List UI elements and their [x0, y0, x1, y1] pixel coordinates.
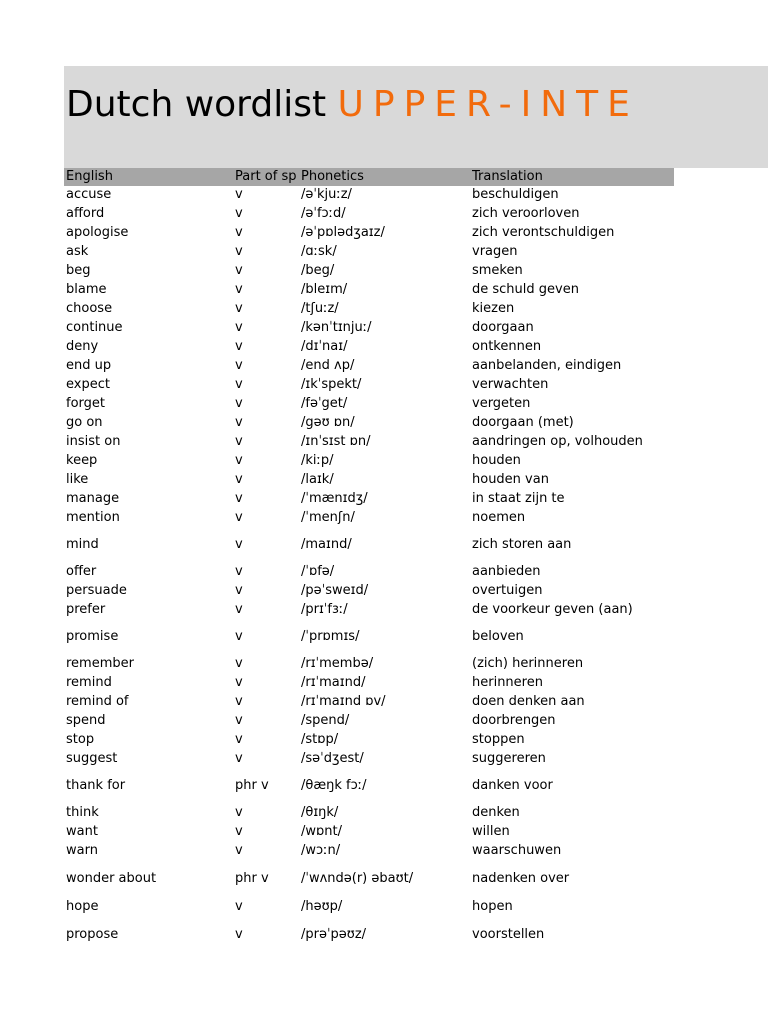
row-english: want	[66, 824, 98, 839]
row-phonetics: /kənˈtɪnjuː/	[301, 320, 372, 335]
row-phonetics: /kiːp/	[301, 453, 334, 468]
row-translation: zich veroorloven	[472, 206, 580, 221]
row-english: keep	[66, 453, 98, 468]
row-translation: doorbrengen	[472, 713, 556, 728]
row-part-of-speech: v	[235, 301, 243, 316]
row-part-of-speech: v	[235, 843, 243, 858]
row-english: like	[66, 472, 89, 487]
row-phonetics: /bleɪm/	[301, 282, 348, 297]
row-part-of-speech: v	[235, 537, 243, 552]
row-english: spend	[66, 713, 106, 728]
row-phonetics: /həʊp/	[301, 899, 343, 914]
row-english: remind of	[66, 694, 129, 709]
row-part-of-speech: v	[235, 824, 243, 839]
row-translation: ontkennen	[472, 339, 542, 354]
row-translation: stoppen	[472, 732, 525, 747]
row-translation: danken voor	[472, 778, 553, 793]
row-translation: smeken	[472, 263, 523, 278]
row-translation: kiezen	[472, 301, 515, 316]
row-english: prefer	[66, 602, 106, 617]
row-translation: voorstellen	[472, 927, 545, 942]
row-english: hope	[66, 899, 99, 914]
row-phonetics: /wɔːn/	[301, 843, 341, 858]
row-translation: (zich) herinneren	[472, 656, 584, 671]
row-translation: willen	[472, 824, 510, 839]
row-phonetics: /dɪˈnaɪ/	[301, 339, 348, 354]
row-english: think	[66, 805, 99, 820]
header-part-of-speech: Part of sp	[235, 169, 297, 184]
row-part-of-speech: v	[235, 732, 243, 747]
row-english: apologise	[66, 225, 129, 240]
row-english: accuse	[66, 187, 112, 202]
row-part-of-speech: v	[235, 415, 243, 430]
row-part-of-speech: v	[235, 629, 243, 644]
row-translation: zich storen aan	[472, 537, 572, 552]
row-translation: doen denken aan	[472, 694, 585, 709]
row-english: blame	[66, 282, 107, 297]
row-phonetics: /ˈwʌndə(r) əbaʊt/	[301, 871, 414, 886]
row-part-of-speech: v	[235, 320, 243, 335]
row-translation: doorgaan (met)	[472, 415, 574, 430]
row-part-of-speech: v	[235, 491, 243, 506]
row-english: warn	[66, 843, 98, 858]
row-part-of-speech: v	[235, 927, 243, 942]
row-phonetics: /rɪˈmaɪnd/	[301, 675, 366, 690]
row-phonetics: /end ʌp/	[301, 358, 355, 373]
row-part-of-speech: v	[235, 472, 243, 487]
row-phonetics: /beg/	[301, 263, 335, 278]
row-english: wonder about	[66, 871, 157, 886]
row-phonetics: /tʃuːz/	[301, 301, 339, 316]
row-part-of-speech: v	[235, 263, 243, 278]
row-part-of-speech: v	[235, 434, 243, 449]
row-phonetics: /prɪˈfɜː/	[301, 602, 348, 617]
row-phonetics: /gəʊ ɒn/	[301, 415, 355, 430]
row-english: mind	[66, 537, 99, 552]
row-translation: zich verontschuldigen	[472, 225, 615, 240]
header-english: English	[66, 169, 113, 184]
row-translation: waarschuwen	[472, 843, 562, 858]
row-part-of-speech: v	[235, 358, 243, 373]
row-phonetics: /rɪˈmembə/	[301, 656, 374, 671]
row-part-of-speech: v	[235, 602, 243, 617]
row-translation: aanbieden	[472, 564, 541, 579]
row-english: continue	[66, 320, 123, 335]
row-part-of-speech: v	[235, 583, 243, 598]
row-phonetics: /stɒp/	[301, 732, 339, 747]
row-translation: denken	[472, 805, 520, 820]
row-english: stop	[66, 732, 95, 747]
row-part-of-speech: v	[235, 656, 243, 671]
page-title	[66, 82, 639, 128]
row-part-of-speech: v	[235, 282, 243, 297]
row-english: thank for	[66, 778, 126, 793]
row-english: remind	[66, 675, 112, 690]
row-part-of-speech: v	[235, 244, 243, 259]
row-english: mention	[66, 510, 120, 525]
row-phonetics: /θæŋk fɔː/	[301, 778, 367, 793]
row-english: manage	[66, 491, 120, 506]
row-translation: aandringen op, volhouden	[472, 434, 643, 449]
row-part-of-speech: v	[235, 396, 243, 411]
row-translation: vragen	[472, 244, 518, 259]
row-part-of-speech: v	[235, 675, 243, 690]
row-phonetics: /rɪˈmaɪnd ɒv/	[301, 694, 386, 709]
row-part-of-speech: v	[235, 339, 243, 354]
row-english: go on	[66, 415, 103, 430]
row-english: choose	[66, 301, 113, 316]
row-translation: de voorkeur geven (aan)	[472, 602, 633, 617]
row-translation: houden van	[472, 472, 549, 487]
row-english: suggest	[66, 751, 118, 766]
row-part-of-speech: v	[235, 694, 243, 709]
row-english: offer	[66, 564, 97, 579]
row-part-of-speech: v	[235, 899, 243, 914]
row-english: promise	[66, 629, 119, 644]
row-translation: overtuigen	[472, 583, 543, 598]
row-phonetics: /laɪk/	[301, 472, 334, 487]
row-phonetics: /əˈfɔːd/	[301, 206, 346, 221]
row-translation: hopen	[472, 899, 513, 914]
row-translation: houden	[472, 453, 521, 468]
row-phonetics: /ɪnˈsɪst ɒn/	[301, 434, 371, 449]
row-phonetics: /prəˈpəʊz/	[301, 927, 367, 942]
row-phonetics: /səˈdʒest/	[301, 751, 364, 766]
row-english: afford	[66, 206, 105, 221]
row-phonetics: /ˈmænɪdʒ/	[301, 491, 368, 506]
row-phonetics: /ˈɒfə/	[301, 564, 335, 579]
row-phonetics: /θɪŋk/	[301, 805, 339, 820]
title-accent: UPPER-INTE	[337, 84, 639, 125]
row-phonetics: /ˈprɒmɪs/	[301, 629, 360, 644]
row-english: expect	[66, 377, 110, 392]
row-part-of-speech: v	[235, 206, 243, 221]
row-translation: beloven	[472, 629, 524, 644]
row-phonetics: /pəˈsweɪd/	[301, 583, 369, 598]
row-english: persuade	[66, 583, 127, 598]
row-english: deny	[66, 339, 99, 354]
row-part-of-speech: v	[235, 805, 243, 820]
row-translation: de schuld geven	[472, 282, 579, 297]
row-phonetics: /ɪkˈspekt/	[301, 377, 362, 392]
row-translation: doorgaan	[472, 320, 534, 335]
row-part-of-speech: v	[235, 225, 243, 240]
row-part-of-speech: v	[235, 187, 243, 202]
row-english: propose	[66, 927, 119, 942]
row-part-of-speech: v	[235, 751, 243, 766]
row-english: remember	[66, 656, 134, 671]
header-phonetics: Phonetics	[301, 169, 364, 184]
title-main: Dutch wordlist	[66, 84, 327, 125]
row-part-of-speech: phr v	[235, 871, 269, 886]
row-phonetics: /əˈkjuːz/	[301, 187, 352, 202]
row-translation: verwachten	[472, 377, 549, 392]
row-part-of-speech: v	[235, 713, 243, 728]
row-phonetics: /wɒnt/	[301, 824, 342, 839]
row-part-of-speech: phr v	[235, 778, 269, 793]
row-part-of-speech: v	[235, 453, 243, 468]
row-translation: herinneren	[472, 675, 543, 690]
row-translation: in staat zijn te	[472, 491, 565, 506]
row-translation: noemen	[472, 510, 526, 525]
row-translation: suggereren	[472, 751, 546, 766]
row-english: beg	[66, 263, 91, 278]
header-translation: Translation	[472, 169, 543, 184]
row-phonetics: /maɪnd/	[301, 537, 352, 552]
row-translation: nadenken over	[472, 871, 570, 886]
row-translation: vergeten	[472, 396, 531, 411]
row-phonetics: /ɑːsk/	[301, 244, 337, 259]
row-english: ask	[66, 244, 89, 259]
row-phonetics: /əˈpɒlədʒaɪz/	[301, 225, 385, 240]
row-english: end up	[66, 358, 112, 373]
row-phonetics: /ˈmenʃn/	[301, 510, 355, 525]
row-part-of-speech: v	[235, 377, 243, 392]
row-part-of-speech: v	[235, 510, 243, 525]
row-phonetics: /fəˈget/	[301, 396, 348, 411]
row-part-of-speech: v	[235, 564, 243, 579]
row-english: forget	[66, 396, 105, 411]
row-phonetics: /spend/	[301, 713, 350, 728]
row-translation: beschuldigen	[472, 187, 559, 202]
row-translation: aanbelanden, eindigen	[472, 358, 622, 373]
row-english: insist on	[66, 434, 121, 449]
